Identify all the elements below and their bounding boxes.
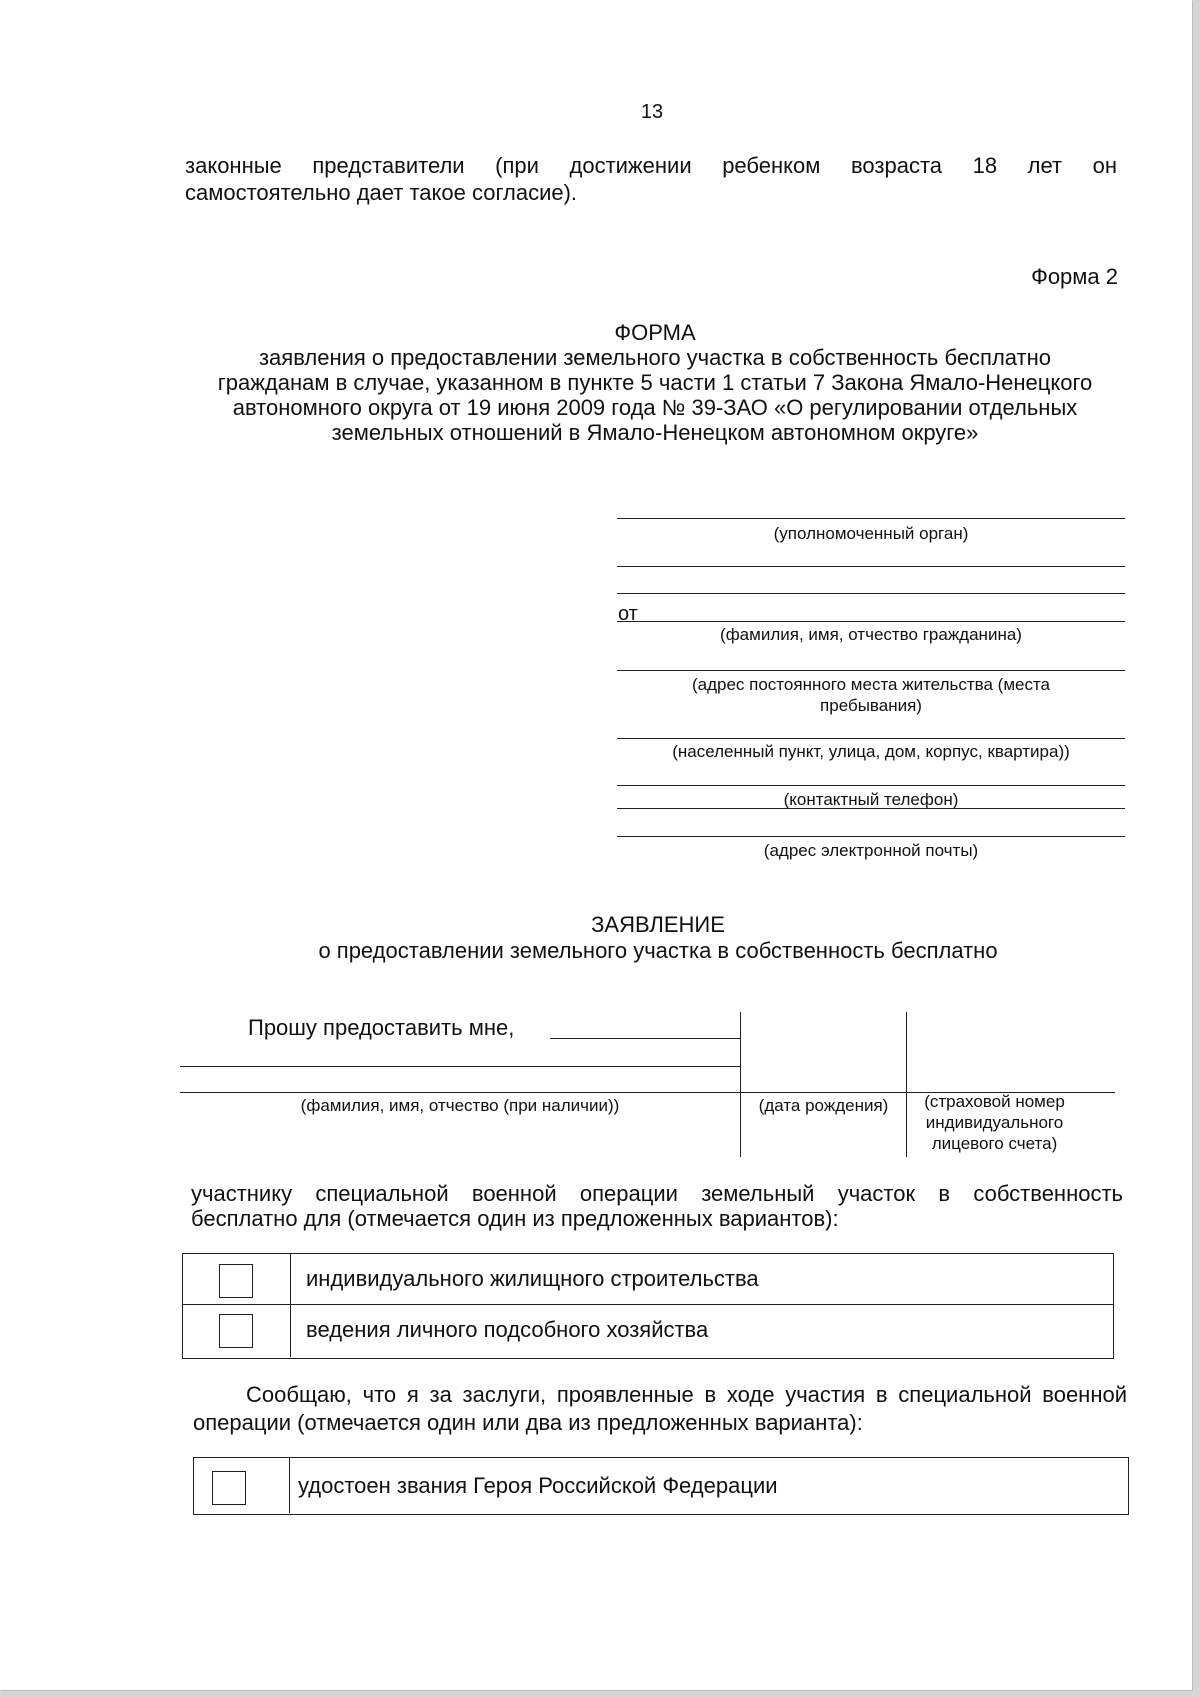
merits-line-1: Сообщаю, что я за заслуги, проявленные в ходе участия в специальной военной [246, 1382, 1127, 1407]
purpose-option-row[interactable] [183, 1305, 1113, 1357]
purpose-option-checkbox-cell [183, 1305, 291, 1357]
purpose-option-label-lph: ведения личного подсобного хозяйства [306, 1317, 709, 1342]
purpose-options-table [182, 1253, 1114, 1359]
request-snils-caption-line-3: лицевого счета) [931, 1134, 1058, 1153]
phone-caption: (контактный телефон) [783, 790, 959, 809]
merits-option-checkbox-cell [194, 1458, 290, 1513]
form-title-line-3: автономного округа от 19 июня 2009 года № 39-ЗАО «О регулировании отдельных [232, 395, 1078, 420]
email-field-line[interactable] [617, 836, 1125, 837]
request-name-field-line-2[interactable] [180, 1066, 740, 1067]
form-label: Форма 2 [1031, 264, 1118, 289]
purpose-option-checkbox-cell [183, 1254, 291, 1304]
from-label: от [618, 603, 638, 625]
request-fio-caption: (фамилия, имя, отчество (при наличии)) [300, 1096, 620, 1115]
authority-caption: (уполномоченный орган) [773, 524, 969, 543]
request-dob-caption: (дата рождения) [758, 1096, 889, 1115]
form-title-heading: ФОРМА [614, 320, 696, 345]
request-column-divider-1 [740, 1012, 741, 1157]
purpose-option-checkbox-lph[interactable] [219, 1314, 253, 1348]
merits-option-row[interactable] [194, 1458, 1128, 1513]
request-lead: Прошу предоставить мне, [248, 1015, 515, 1040]
statement-subheading: о предоставлении земельного участка в собственность бесплатно [318, 938, 998, 963]
merits-line-2: операции (отмечается один или два из предложенных варианта): [193, 1410, 863, 1435]
purpose-option-row[interactable] [183, 1254, 1113, 1305]
address-caption-line-1: (адрес постоянного места жительства (места [691, 675, 1051, 694]
locality-caption: (населенный пункт, улица, дом, корпус, квартира)) [672, 742, 1070, 761]
form-title-line-4: земельных отношений в Ямало-Ненецком автономном округе» [331, 420, 979, 445]
applicant-field-line-1[interactable] [617, 593, 1125, 594]
purpose-line-1: участнику специальной военной операции земельный участок в собственность [191, 1181, 1123, 1206]
address-caption-line-2: пребывания) [820, 696, 922, 715]
applicant-name-caption: (фамилия, имя, отчество гражданина) [720, 625, 1022, 644]
form-title [160, 320, 1150, 445]
intro-line-1: законные представители (при достижении ребенком возраста 18 лет он [185, 153, 1117, 178]
purpose-option-label-ijs: индивидуального жилищного строительства [306, 1266, 759, 1291]
applicant-name-field-line[interactable] [617, 621, 1125, 622]
purpose-line-2: бесплатно для (отмечается один из предложенных вариантов): [191, 1206, 839, 1231]
merits-option-label-hero: удостоен звания Героя Российской Федерации [298, 1473, 778, 1498]
form-title-line-1: заявления о предоставлении земельного участка в собственность бесплатно [258, 345, 1052, 370]
phone-field-line[interactable] [617, 785, 1125, 786]
page-number: 13 [640, 101, 664, 123]
merits-options-table [193, 1457, 1129, 1515]
locality-field-line[interactable] [617, 738, 1125, 739]
authority-field-line[interactable] [617, 518, 1125, 519]
purpose-option-checkbox-ijs[interactable] [219, 1264, 253, 1298]
form-title-line-2: гражданам в случае, указанном в пункте 5 части 1 статьи 7 Закона Ямало-Ненецкого [217, 370, 1093, 395]
authority-field-line-2[interactable] [617, 566, 1125, 567]
statement-heading: ЗАЯВЛЕНИЕ [591, 912, 725, 937]
address-field-line[interactable] [617, 670, 1125, 671]
email-caption: (адрес электронной почты) [763, 841, 979, 860]
merits-option-checkbox-hero[interactable] [212, 1471, 246, 1505]
request-snils-caption-line-2: индивидуального [925, 1113, 1064, 1132]
phone-underline [617, 808, 1125, 809]
request-snils-caption [907, 1091, 1082, 1154]
request-snils-caption-line-1: (страховой номер [924, 1092, 1065, 1111]
intro-line-2: самостоятельно дает такое согласие). [185, 180, 578, 205]
request-name-field-line-1[interactable] [550, 1038, 740, 1039]
